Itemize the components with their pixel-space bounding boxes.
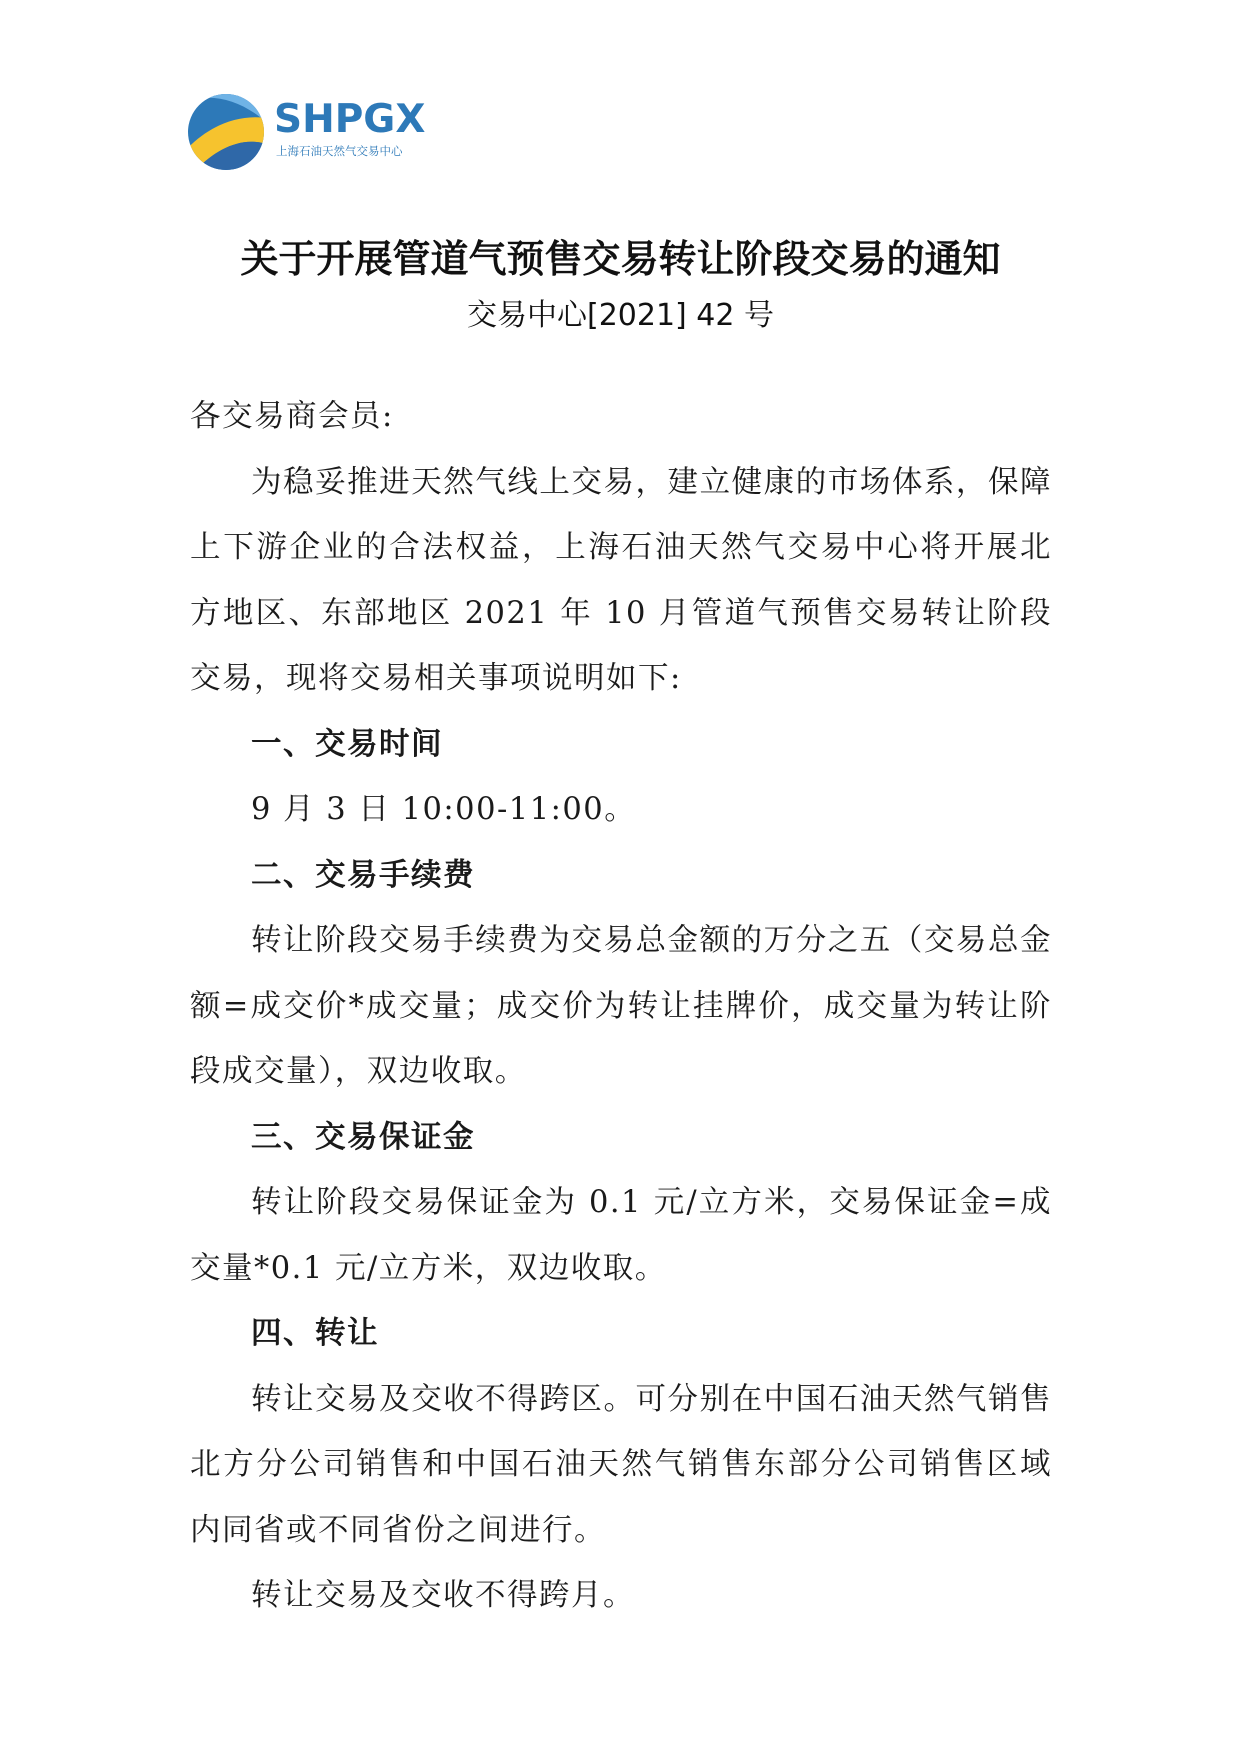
logo-subtitle: 上海石油天然气交易中心 [276, 144, 403, 158]
section-heading-transfer: 四、转让 [251, 1316, 379, 1351]
logo-emblem-icon [186, 92, 266, 172]
salutation: 各交易商会员: [190, 399, 394, 434]
notice-body [190, 384, 1052, 1629]
document-number: 交易中心[2021] 42 号 [466, 298, 774, 333]
section-heading-margin: 三、交易保证金 [251, 1119, 475, 1155]
section-heading-trading-time: 一、交易时间 [251, 726, 443, 762]
logo-wordmark: SHPGX [274, 97, 426, 142]
section-paragraph: 转让交易及交收不得跨月。 [251, 1578, 635, 1613]
section-paragraph: 转让阶段交易保证金为 0.1 元/立方米，交易保证金=成交量*0.1 元/立方米，双边收取。 [190, 1185, 1052, 1286]
notice-title: 关于开展管道气预售交易转让阶段交易的通知 [240, 237, 1001, 281]
section-paragraph: 转让交易及交收不得跨区。可分别在中国石油天然气销售北方分公司销售和中国石油天然气销售东部分公司销售区域内同省或不同省份之间进行。 [190, 1381, 1052, 1548]
section-paragraph: 转让阶段交易手续费为交易总金额的万分之五（交易总金额=成交价*成交量；成交价为转让挂牌价，成交量为转让阶段成交量），双边收取。 [190, 923, 1052, 1089]
intro-paragraph: 为稳妥推进天然气线上交易，建立健康的市场体系，保障上下游企业的合法权益，上海石油天然气交易中心将开展北方地区、东部地区 2021 年 10 月管道气预售交易转让阶段交易，现将交易相关事项说明如下: [190, 464, 1052, 696]
section-paragraph: 9 月 3 日 10:00-11:00。 [251, 792, 637, 827]
section-heading-fees: 二、交易手续费 [251, 857, 475, 893]
shpgx-logo [186, 92, 436, 172]
